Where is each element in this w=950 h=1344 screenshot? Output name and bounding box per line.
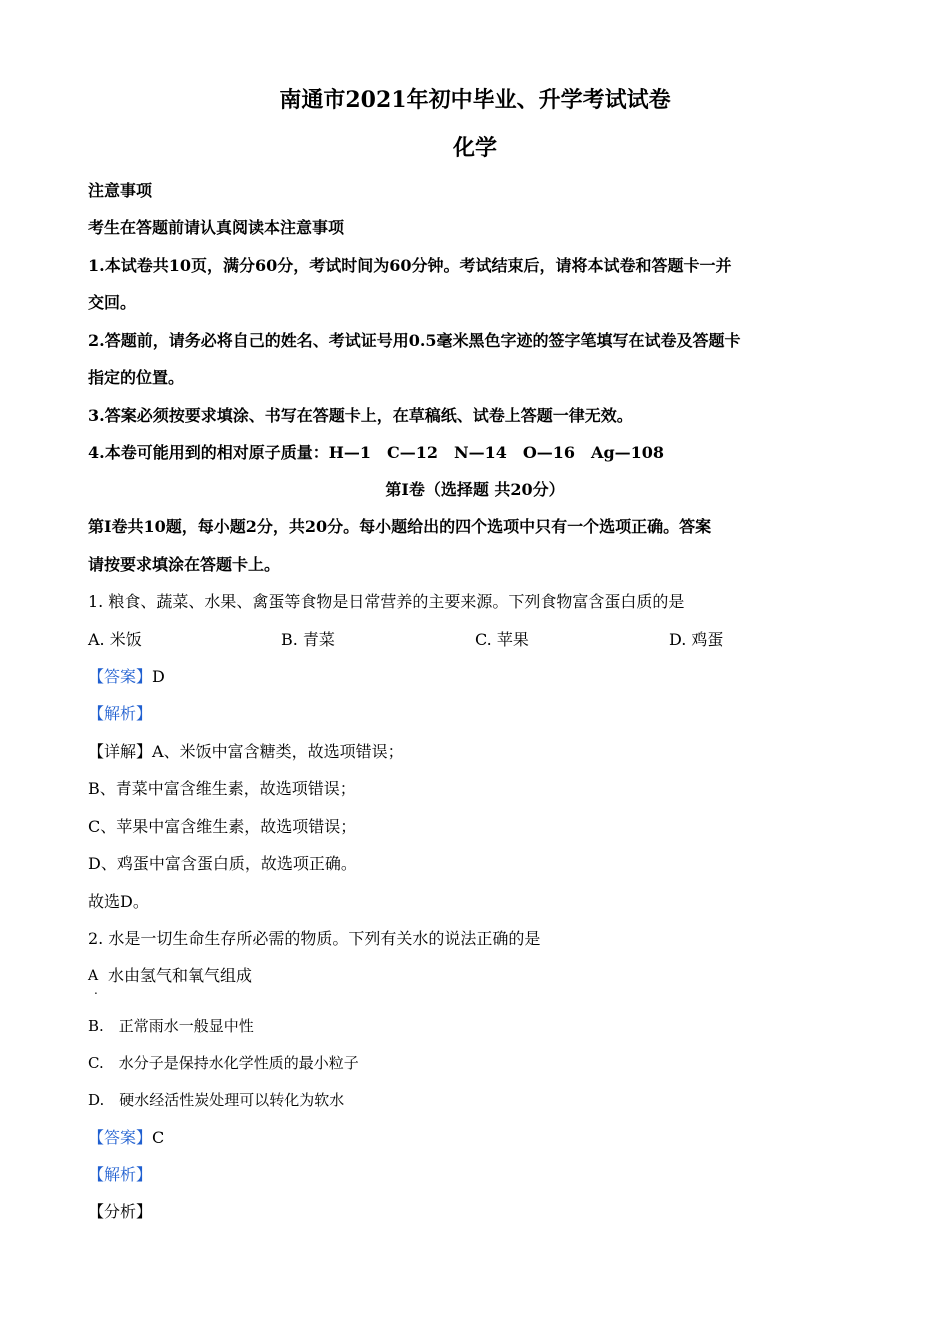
q1-detail-tag: 【详解】 [88,742,153,761]
q1-detail-3: C、苹果中富含维生素，故选项错误； [88,817,357,836]
q1-detail-1 [88,742,404,762]
q1-detail-2: B、青菜中富含维生素，故选项错误； [88,779,356,798]
q1-answer-value: D [152,667,165,686]
q2-option-a-text: 水由氢气和氧气组成 [108,966,253,985]
notice-item-1: 1.本试卷共10页，满分60分，考试时间为60分钟。考试结束后，请将本试卷和答题卡一并 [88,256,732,275]
q2-answer-tag: 【答案】 [88,1128,153,1147]
q2-option-b: B. 正常雨水一般显中性 [88,1017,254,1035]
notice-heading: 注意事项 [88,181,153,200]
notice-item-2: 2.答题前，请务必将自己的姓名、考试证号用0.5毫米黑色字迹的签字笔填写在试卷及答题卡 [88,331,741,350]
q1-detail-4: D、鸡蛋中富含蛋白质，故选项正确。 [88,854,357,873]
subject-title: 化学 [452,135,497,161]
q1-stem: 1. 粮食、蔬菜、水果、禽蛋等食物是日常营养的主要来源。下列食物富含蛋白质的是 [88,592,685,611]
notice-intro: 考生在答题前请认真阅读本注意事项 [88,218,345,237]
section-description: 第Ⅰ卷共10题，每小题2分，共20分。每小题给出的四个选项中只有一个选项正确。答案 [88,517,712,536]
exam-title: 南通市2021年初中毕业、升学考试试卷 [279,87,671,113]
q2-option-d: D. 硬水经活性炭处理可以转化为软水 [88,1091,345,1109]
q2-option-c: C. 水分子是保持水化学性质的最小粒子 [88,1054,359,1072]
notice-item-3: 3.答案必须按要求填涂、书写在答题卡上，在草稿纸、试卷上答题一律无效。 [88,406,633,425]
q1-option-c: C. 苹果 [475,630,529,649]
q1-analysis-tag: 【解析】 [88,704,153,723]
q2-stem: 2. 水是一切生命生存所必需的物质。下列有关水的说法正确的是 [88,929,541,948]
q1-option-d: D. 鸡蛋 [669,630,724,649]
q2-option-a-label: A [88,968,99,984]
q2-answer-row [88,1128,164,1148]
q1-option-a: A. 米饭 [88,630,142,649]
notice-item-2-cont: 指定的位置。 [88,368,185,387]
section-heading: 第Ⅰ卷（选择题 共20分） [385,480,565,499]
q2-answer-value: C [152,1128,165,1147]
q1-conclusion: 故选D。 [88,892,149,911]
q1-option-b: B. 青菜 [281,630,335,649]
q2-fenxi-tag: 【分析】 [88,1202,153,1221]
section-description-cont: 请按要求填涂在答题卡上。 [88,555,281,574]
q1-answer-row [88,667,165,687]
q2-option-a-dot: . [94,983,98,997]
q1-detail-1-text: A、米饭中富含糖类，故选项错误； [152,742,404,761]
notice-item-4: 4.本卷可能用到的相对原子质量：H—1 C—12 N—14 O—16 Ag—108 [88,443,665,462]
q2-analysis-tag: 【解析】 [88,1165,153,1184]
q1-answer-tag: 【答案】 [88,667,153,686]
notice-item-1-cont: 交回。 [88,293,137,312]
